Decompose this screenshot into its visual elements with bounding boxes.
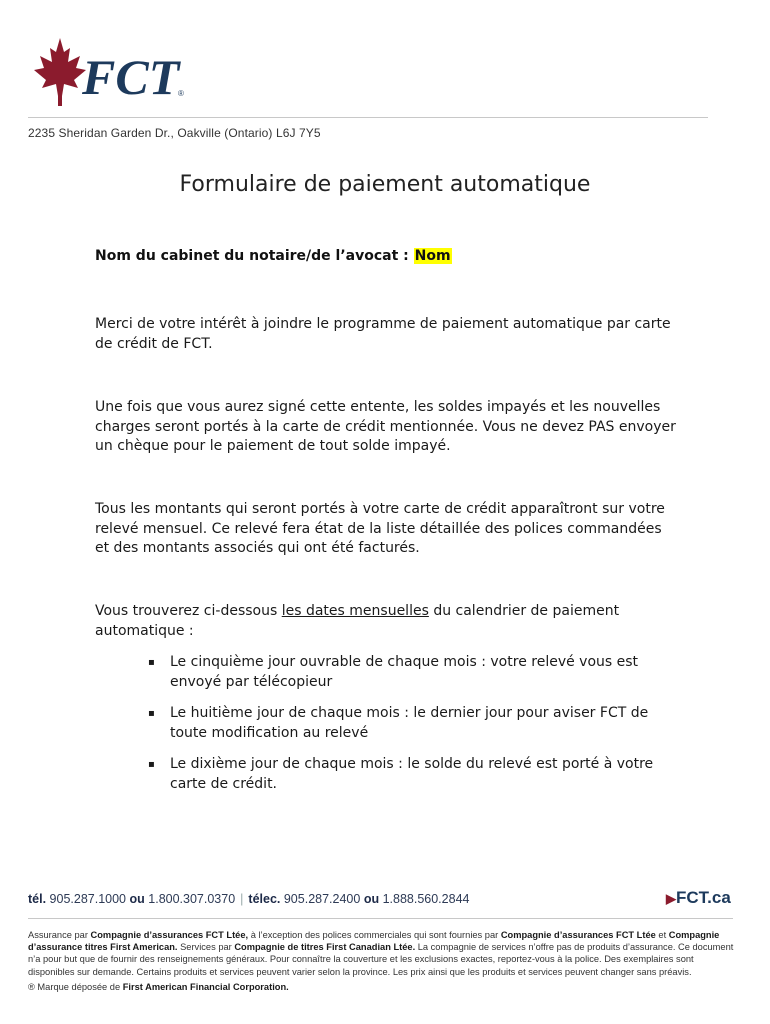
footer-divider [28, 918, 733, 919]
fax-toll-free-number: 1.888.560.2844 [382, 892, 470, 906]
bullet-icon: ▪ [148, 708, 155, 719]
website-link[interactable]: ▶FCT.ca [666, 888, 731, 907]
intro-paragraph: Merci de votre intérêt à joindre le programme de paiement automatique par carte de crédit de FCT. [95, 316, 671, 352]
phone-number: 905.287.1000 [49, 892, 127, 906]
svg-text:®: ® [178, 89, 184, 98]
list-item: ▪ Le huitième jour de chaque mois : le dernier jour pour aviser FCT de toute modification au relevé [148, 705, 649, 741]
logo-wordmark: FCT [82, 49, 180, 105]
firm-label: Nom du cabinet du notaire/de l’avocat : [95, 248, 414, 264]
legal-disclaimer: Assurance par Compagnie d’assurances FCT Ltée, à l’exception des polices commerciales qui sont fournies par Compagnie d’assurances FCT Ltée et Compagnie d’assurance titres First American. Services par Compagnie de titres First Canadian Ltée. La compagnie de services n’offre pas de produits d’assurance. Ce document n’a pour but que de fournir des renseignements généraux. Pour connaître la couverture et les exclusions exactes, reportez-vous à la police. Des exemplaires sont disponibles sur demande. Certains produits et services peuvent varier selon la province. Les prix ainsi que les produits et services peuvent changer sans préavis. [28, 930, 734, 977]
footer-contact: tél. 905.287.1000 ou 1.800.307.0370 | télec. 905.287.2400 ou 1.888.560.2844 [28, 892, 470, 906]
header-divider [28, 117, 708, 118]
toll-free-number: 1.800.307.0370 [148, 892, 236, 906]
agreement-paragraph: Une fois que vous aurez signé cette entente, les soldes impayés et les nouvelles charges seront portés à la carte de crédit mentionnée. Vous ne devez PAS envoyer un chèque pour le paiement de tout solde impayé. [95, 399, 676, 454]
fct-logo [28, 36, 198, 108]
bullet-icon: ▪ [148, 657, 155, 668]
trademark-notice: ® Marque déposée de First American Financial Corporation. [28, 982, 289, 992]
arrow-icon: ▶ [666, 891, 676, 906]
firm-name-line [95, 248, 452, 264]
company-address: 2235 Sheridan Garden Dr., Oakville (Ontario) L6J 7Y5 [28, 126, 321, 140]
page-title: Formulaire de paiement automatique [179, 172, 591, 197]
firm-name-field[interactable]: Nom [414, 248, 451, 264]
maple-leaf-icon [34, 38, 86, 106]
list-item: ▪ Le cinquième jour ouvrable de chaque mois : votre relevé vous est envoyé par télécopieur [148, 654, 639, 690]
statement-paragraph: Tous les montants qui seront portés à votre carte de crédit apparaîtront sur votre relevé mensuel. Ce relevé fera état de la liste détaillée des polices commandées et des montants associés qui ont été facturés. [95, 501, 665, 556]
monthly-dates-text: les dates mensuelles [281, 603, 429, 619]
schedule-paragraph: Vous trouverez ci-dessous les dates mensuelles du calendrier de paiement automatique : [95, 603, 620, 639]
list-item: ▪ Le dixième jour de chaque mois : le solde du relevé est porté à votre carte de crédit. [148, 756, 654, 792]
fax-number: 905.287.2400 [283, 892, 361, 906]
bullet-icon: ▪ [148, 759, 155, 770]
